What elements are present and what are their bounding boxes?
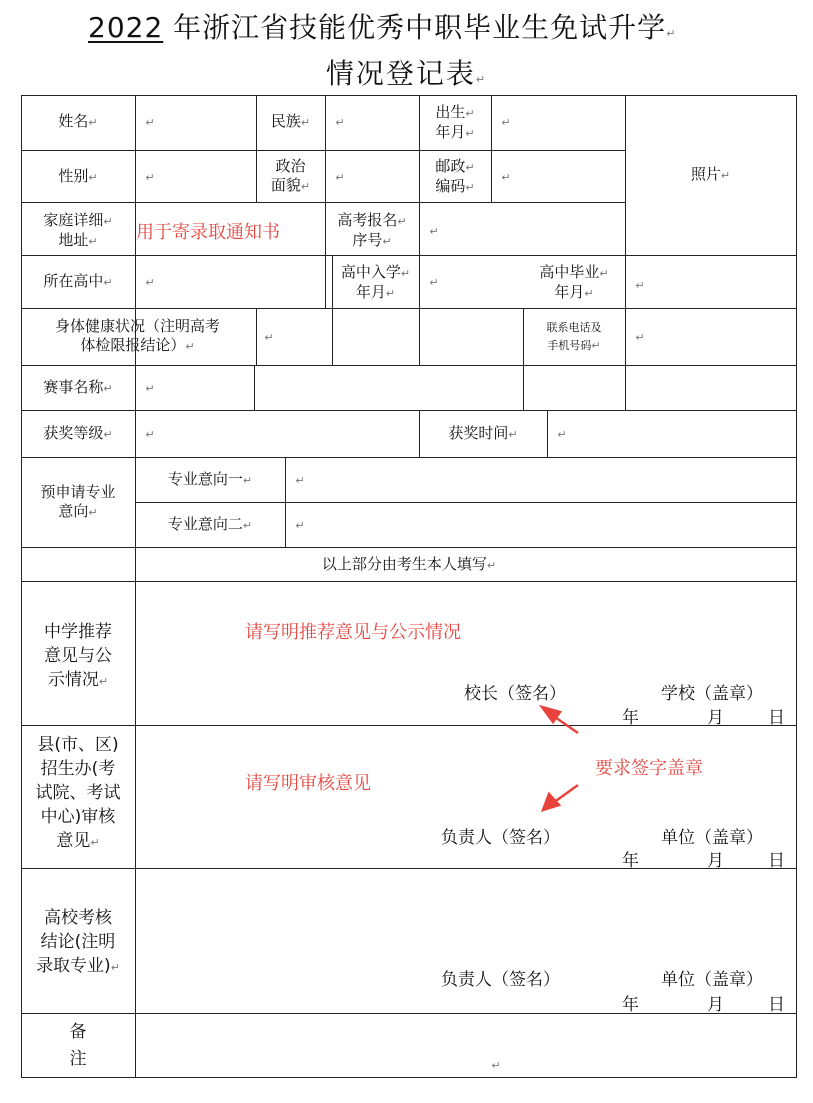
name-field[interactable]: ↵ xyxy=(145,116,155,129)
responsible-signature[interactable]: 负责人（签名） xyxy=(441,970,560,990)
label-enrollment-date: 高中入学↵ 年月↵ xyxy=(340,263,411,301)
political-status-field[interactable]: ↵ xyxy=(335,171,345,184)
birth-field[interactable]: ↵ xyxy=(501,116,511,129)
label-health-status: 身体健康状况（注明高考 体检限报结论）↵ xyxy=(54,317,220,354)
review-hint: 请写明审核意见 xyxy=(245,773,371,794)
label-name: 姓名↵ xyxy=(58,112,98,130)
label-preferred-major: 预申请专业 意向↵ xyxy=(40,483,116,520)
date-day: 日 xyxy=(768,708,785,728)
unit-seal[interactable]: 单位（盖章） xyxy=(661,970,763,990)
major-choice-1-field[interactable]: ↵ xyxy=(295,474,305,487)
school-seal[interactable]: 学校（盖章） xyxy=(661,684,763,704)
health-status-field[interactable]: ↵ xyxy=(264,331,274,344)
date-month: 月 xyxy=(707,708,724,728)
self-fill-note: 以上部分由考生本人填写↵ xyxy=(321,555,497,573)
label-college-conclusion: 高校考核 结论(注明 录取专业)↵ xyxy=(36,908,120,976)
unit-seal[interactable]: 单位（盖章） xyxy=(661,828,763,848)
postal-code-field[interactable]: ↵ xyxy=(501,171,511,184)
form-title-line2: 情况登记表↵ xyxy=(325,57,488,90)
photo-box[interactable]: 照片↵ xyxy=(690,165,731,183)
date-day: 日 xyxy=(768,851,785,871)
label-competition-name: 赛事名称↵ xyxy=(43,378,113,396)
sign-seal-hint: 要求签字盖章 xyxy=(595,758,703,779)
exam-number-field[interactable]: ↵ xyxy=(429,225,439,238)
label-home-address: 家庭详细↵ 地址↵ xyxy=(43,211,113,249)
responsible-signature[interactable]: 负责人（签名） xyxy=(441,828,560,848)
ethnicity-field[interactable]: ↵ xyxy=(335,116,345,129)
label-county-review: 县(市、区) 招生办(考 试院、考试 中心)审核 意见↵ xyxy=(35,735,121,851)
gender-field[interactable]: ↵ xyxy=(145,171,155,184)
title-line1-text: 年浙江省技能优秀中职毕业生免试升学 xyxy=(173,11,667,44)
graduation-date-field[interactable]: ↵ xyxy=(635,279,645,292)
competition-name-field[interactable]: ↵ xyxy=(145,382,155,395)
enrollment-date-field[interactable]: ↵ xyxy=(429,276,439,289)
date-year: 年 xyxy=(622,995,639,1015)
label-exam-number: 高考报名↵ 序号↵ xyxy=(337,211,407,249)
date-day: 日 xyxy=(768,995,785,1015)
label-political-status: 政治 面貌↵ xyxy=(270,157,311,194)
date-month: 月 xyxy=(707,851,724,871)
label-graduation-date: 高中毕业↵ 年月↵ xyxy=(539,263,609,301)
arrow-head xyxy=(543,794,559,810)
label-award-time: 获奖时间↵ xyxy=(448,424,518,442)
label-ethnicity: 民族↵ xyxy=(270,112,311,130)
remarks-field[interactable]: ↵ xyxy=(491,1059,501,1072)
label-birth: 出生↵ 年月↵ xyxy=(435,103,475,141)
arrow-to-responsible-signature xyxy=(553,785,578,803)
label-school-recommendation: 中学推荐 意见与公 示情况↵ xyxy=(44,622,112,690)
address-hint: 用于寄录取通知书 xyxy=(136,222,280,243)
date-year: 年 xyxy=(622,851,639,871)
label-phone: 联系电话及 手机号码↵ xyxy=(546,321,602,352)
label-gender: 性别↵ xyxy=(58,167,98,185)
label-award-level: 获奖等级↵ xyxy=(43,424,113,442)
date-month: 月 xyxy=(707,995,724,1015)
label-remarks: 备 注 xyxy=(69,1022,87,1069)
label-postal-code: 邮政↵ 编码↵ xyxy=(435,157,475,195)
recommendation-hint: 请写明推荐意见与公示情况 xyxy=(245,622,461,643)
date-year: 年 xyxy=(622,708,639,728)
form-title-line1: 2022 年浙江省技能优秀中职毕业生免试升学↵ xyxy=(88,11,677,44)
label-high-school: 所在高中↵ xyxy=(43,272,113,290)
principal-signature[interactable]: 校长（签名） xyxy=(464,684,566,704)
major-choice-2-field[interactable]: ↵ xyxy=(295,519,305,532)
label-major-choice-1: 专业意向一↵ xyxy=(167,470,253,488)
award-time-field[interactable]: ↵ xyxy=(557,428,567,441)
label-major-choice-2: 专业意向二↵ xyxy=(167,515,253,533)
high-school-field[interactable]: ↵ xyxy=(145,276,155,289)
title-year: 2022 xyxy=(88,11,164,44)
award-level-field[interactable]: ↵ xyxy=(145,428,155,441)
phone-field[interactable]: ↵ xyxy=(635,331,645,344)
